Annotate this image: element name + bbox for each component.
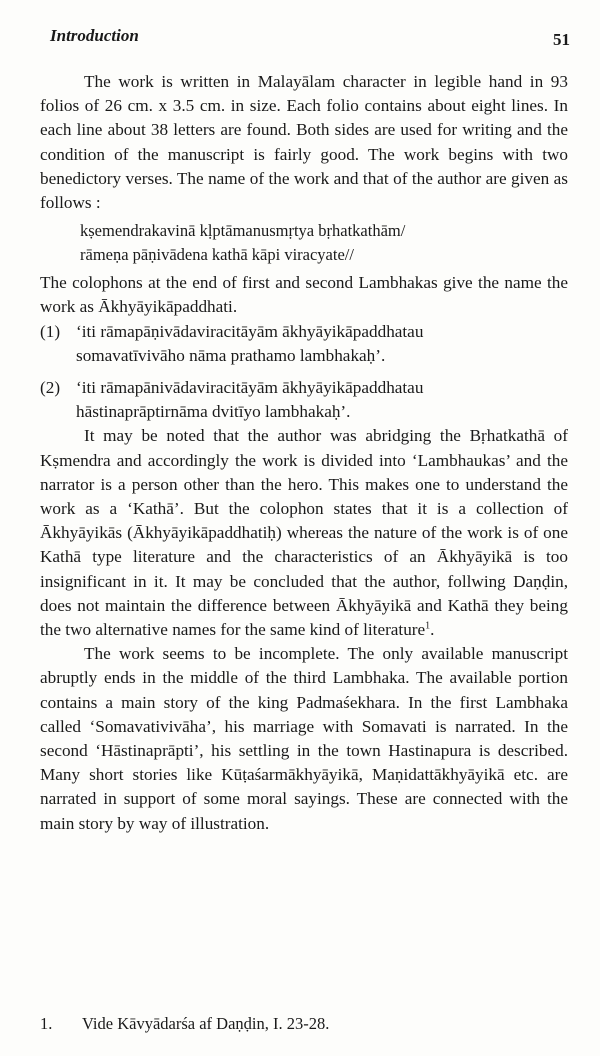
colophon-item	[40, 376, 568, 424]
verse-line-1: kṣemendrakavinā kḷptāmanusmṛtya bṛhatkathām/	[80, 221, 406, 241]
colophon-line: ‘iti rāmapāṇivādaviracitāyām ākhyāyikāpaddhatau	[76, 321, 424, 341]
footnote	[40, 1014, 329, 1034]
page-body	[40, 70, 568, 836]
page-number: 51	[553, 30, 570, 49]
colophon-text	[76, 320, 568, 368]
footnote-text: Vide Kāvyādarśa af Daṇḍin, I. 23-28.	[82, 1014, 330, 1033]
paragraph-abridgement-discussion	[40, 424, 568, 642]
footnote-reference: 1	[425, 620, 431, 632]
paragraph-end: .	[430, 620, 435, 640]
colophon-line: somavatīvivāho nāma prathamo lambhakaḥ’.	[76, 345, 386, 365]
colophon-number: (2)	[40, 378, 61, 398]
benedictory-verse	[80, 219, 568, 267]
paragraph-text: It may be noted that the author was abridging the Bṛhatkathā of Kṣmendra and accordingly the work is divided into ‘Lambhaukas’ and the narrator is a person other than the hero. This makes one to understand the work as a ‘Kathā’. But the colophon states that it is a collection of Ākhyāyikās (Ākhyāyikāpaddhatiḥ) whereas the nature of the work is of one Kathā type literature and the characteristics of an Ākhyāyikā is too insignificant in it. It may be concluded that the author, follwing Daṇḍin, does not maintain the difference between Ākhyāyikā and Kathā they being the two alternative names for the same kind of literature	[40, 426, 568, 640]
paragraph-manuscript-description: The work is written in Malayālam character in legible hand in 93 folios of 26 cm. x 3.5 cm. in size. Each folio contains about eight lines. In each line about 38 letters are found. Both sides are used for writing and the condition of the manuscript is fairly good. The work begins with two benedictory verses. The name of the work and that of the author are given as follows :	[40, 72, 568, 213]
colophon-line: ‘iti rāmapānivādaviracitāyām ākhyāyikāpaddhatau	[76, 378, 424, 398]
colophon-item	[40, 320, 568, 368]
paragraph-incomplete-work: The work seems to be incomplete. The only available manuscript abruptly ends in the middle of the third Lambhaka. The available portion contains a main story of the king Padmaśekhara. In the first Lambhaka called ‘Somavativivāha’, his marriage with Somavati is narrated. In the second ‘Hāstinaprāpti’, his settling in the town Hastinapura is described. Many short stories like Kūṭaśarmākhyāyikā, Maṇidattākhyāyikā etc. are narrated in support of some moral sayings. These are connected with the main story by way of illustration.	[40, 644, 568, 833]
colophon-text	[76, 376, 568, 424]
page-header	[50, 26, 570, 52]
footnote-number: 1.	[40, 1014, 53, 1033]
colophon-line: hāstinaprāptirnāma dvitīyo lambhakaḥ’.	[76, 402, 351, 422]
verse-line-2: rāmeṇa pāṇivādena kathā kāpi viracyate//	[80, 245, 354, 265]
paragraph-colophons-intro: The colophons at the end of first and second Lambhakas give the name the work as Ākhyāyikāpaddhati.	[40, 273, 568, 317]
colophon-number: (1)	[40, 321, 61, 341]
running-title: Introduction	[50, 26, 139, 45]
